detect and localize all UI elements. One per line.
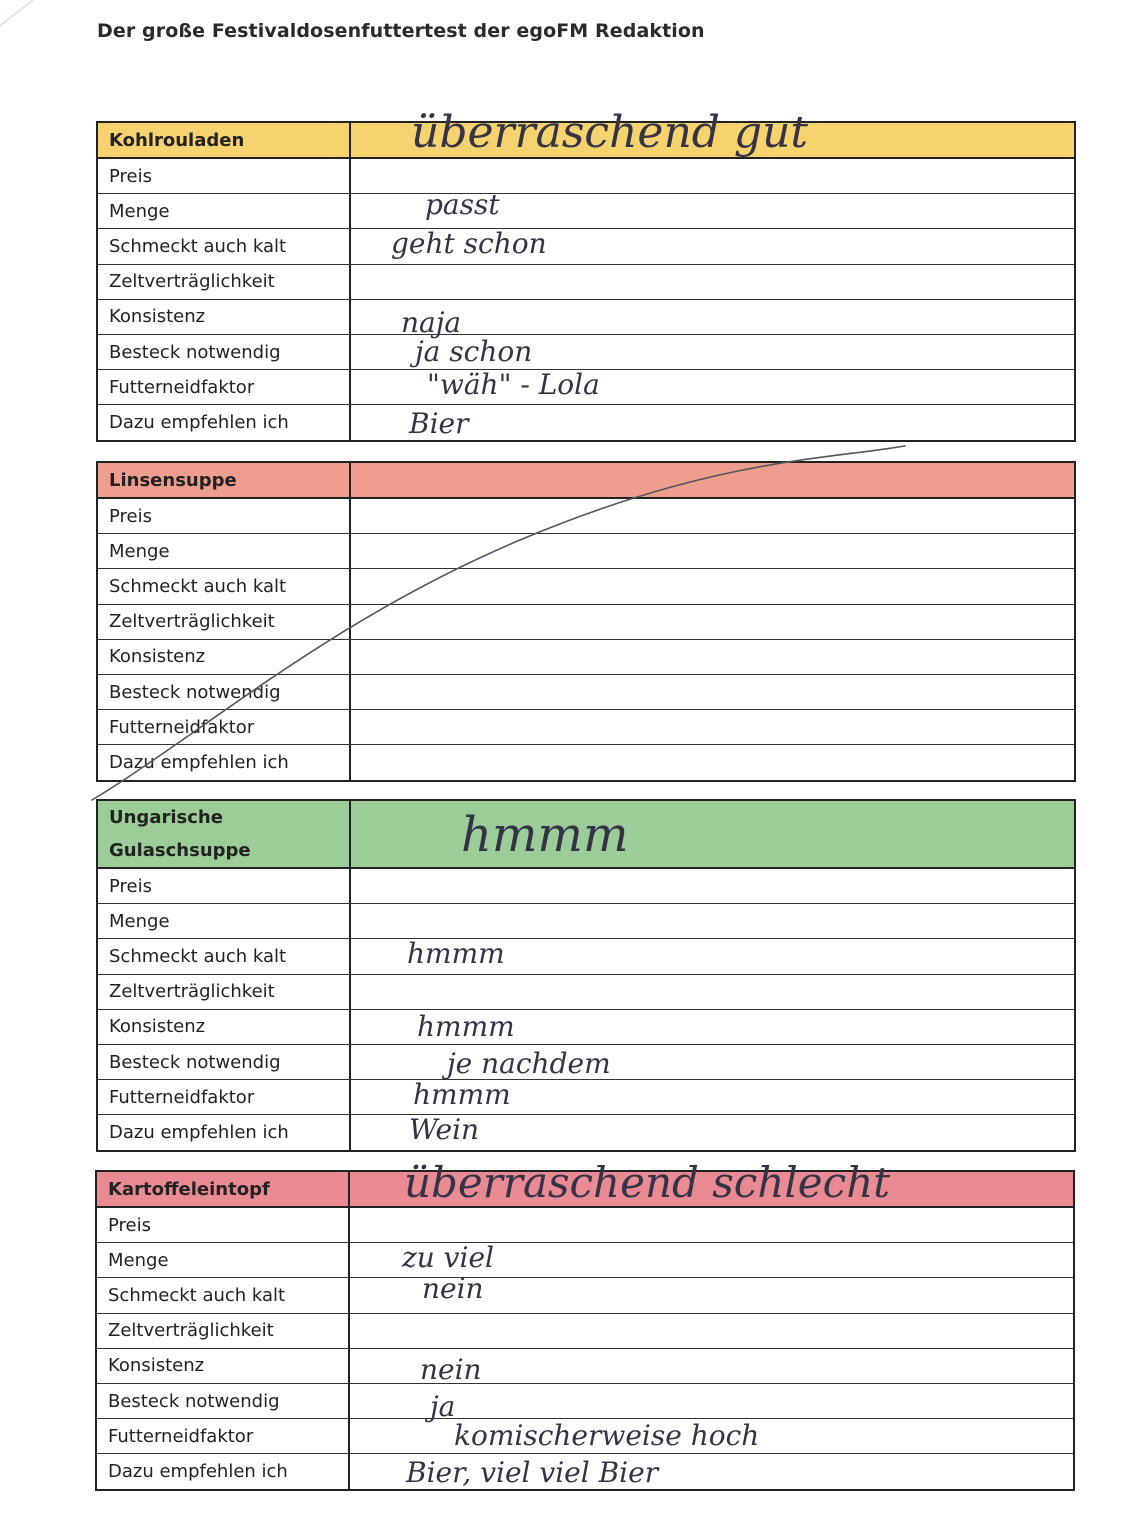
- row-label: Menge: [98, 904, 351, 938]
- row-value: [351, 188, 1074, 228]
- handwritten-value: hmmm: [407, 937, 505, 971]
- table-row: [98, 1010, 1074, 1045]
- row-label: Menge: [97, 1243, 350, 1277]
- row-value: [350, 1419, 1073, 1453]
- row-value: [350, 1349, 1073, 1386]
- row-value: [351, 1115, 1074, 1149]
- row-label: Schmeckt auch kalt: [98, 569, 351, 603]
- table-row: [97, 1349, 1073, 1384]
- table-header: [98, 801, 1074, 869]
- table-header: [98, 463, 1074, 499]
- handwritten-value: Bier: [409, 407, 469, 441]
- row-label: Futterneidfaktor: [98, 710, 351, 744]
- table-row: [98, 939, 1074, 974]
- row-value: [351, 405, 1074, 439]
- row-value: [350, 1384, 1073, 1423]
- row-label: Menge: [98, 194, 351, 228]
- table-row: [98, 710, 1074, 745]
- row-value: [350, 1272, 1073, 1312]
- table-row: [98, 975, 1074, 1010]
- handwritten-value: komischerweise hoch: [454, 1419, 760, 1453]
- row-label: Preis: [98, 159, 351, 193]
- row-label: Dazu empfehlen ich: [97, 1454, 350, 1488]
- row-label: Besteck notwendig: [98, 675, 351, 709]
- handwritten-value: hmmm: [413, 1078, 511, 1112]
- handwritten-value: hmmm: [417, 1009, 515, 1043]
- row-label: Preis: [97, 1208, 350, 1242]
- row-value: [350, 1314, 1073, 1348]
- handwritten-value: nein: [422, 1272, 484, 1306]
- table-row: [97, 1243, 1073, 1278]
- row-label: Konsistenz: [98, 640, 351, 674]
- handwritten-value: zu viel: [402, 1241, 494, 1275]
- handwritten-value: nein: [420, 1352, 482, 1386]
- row-value: [350, 1208, 1073, 1242]
- dish-verdict: [350, 1158, 1073, 1207]
- table-linsensuppe: [96, 461, 1076, 782]
- row-label: Schmeckt auch kalt: [97, 1278, 350, 1312]
- row-label: Besteck notwendig: [97, 1384, 350, 1418]
- row-value: [351, 605, 1074, 639]
- table-row: [97, 1454, 1073, 1488]
- table-row: [98, 605, 1074, 640]
- row-value: [351, 1080, 1074, 1114]
- dish-name: Kartoffeleintopf: [97, 1172, 350, 1206]
- table-row: [98, 569, 1074, 604]
- handwritten-verdict: hmmm: [461, 807, 629, 863]
- row-label: Zeltverträglichkeit: [98, 975, 351, 1009]
- table-row: [97, 1208, 1073, 1243]
- row-value: [351, 534, 1074, 568]
- dish-name-line: Gulaschsuppe: [109, 840, 251, 861]
- handwritten-value: Wein: [409, 1113, 480, 1147]
- table-row: [97, 1272, 1073, 1313]
- row-label: Futterneidfaktor: [98, 1080, 351, 1114]
- row-value: [351, 675, 1074, 709]
- row-label: Zeltverträglichkeit: [98, 265, 351, 299]
- row-label: Konsistenz: [97, 1349, 350, 1383]
- row-label: Dazu empfehlen ich: [98, 745, 351, 779]
- dish-verdict: [351, 107, 1074, 158]
- row-value: [351, 265, 1074, 299]
- table-row: [97, 1419, 1073, 1454]
- row-value: [351, 370, 1074, 404]
- table-row: [98, 265, 1074, 300]
- scan-corner-mark: [0, 0, 99, 42]
- row-label: Schmeckt auch kalt: [98, 229, 351, 263]
- row-label: Menge: [98, 534, 351, 568]
- handwritten-value: ja: [430, 1389, 456, 1423]
- row-value: [351, 1010, 1074, 1044]
- row-label: Konsistenz: [98, 1010, 351, 1044]
- row-value: [351, 569, 1074, 603]
- row-label: Zeltverträglichkeit: [97, 1314, 350, 1348]
- table-row: [98, 904, 1074, 939]
- row-value: [351, 1045, 1074, 1079]
- dish-name: Kohlrouladen: [98, 123, 351, 157]
- table-kartoffeleintopf: [95, 1158, 1075, 1491]
- dish-verdict: [351, 463, 1074, 497]
- row-value: [351, 904, 1074, 938]
- table-row: [98, 405, 1074, 439]
- table-kohlrouladen: [96, 107, 1076, 442]
- table-row: [98, 1080, 1074, 1115]
- table-row: [98, 745, 1074, 779]
- table-row: [97, 1384, 1073, 1423]
- handwritten-value: ja schon: [415, 334, 533, 368]
- row-value: [351, 229, 1074, 263]
- dish-name: [98, 801, 351, 867]
- table-row: [98, 675, 1074, 710]
- row-label: Dazu empfehlen ich: [98, 1115, 351, 1149]
- table-row: [98, 229, 1074, 264]
- dish-name: Linsensuppe: [98, 463, 351, 497]
- row-value: [351, 975, 1074, 1009]
- table-row: [98, 335, 1074, 370]
- row-label: Besteck notwendig: [98, 1045, 351, 1079]
- handwritten-value: "wäh" - Lola: [427, 368, 600, 402]
- table-row: [98, 869, 1074, 904]
- handwritten-verdict: überraschend gut: [411, 107, 809, 158]
- row-label: Konsistenz: [98, 300, 351, 334]
- row-label: Dazu empfehlen ich: [98, 405, 351, 439]
- table-row: [98, 188, 1074, 229]
- table-header: [98, 107, 1074, 159]
- page-title: Der große Festivaldosenfuttertest der egoFM Redaktion: [97, 20, 705, 42]
- row-value: [351, 869, 1074, 903]
- table-row: [98, 499, 1074, 534]
- row-label: Zeltverträglichkeit: [98, 605, 351, 639]
- table-header: [97, 1158, 1073, 1208]
- row-value: [351, 300, 1074, 339]
- handwritten-value: naja: [401, 305, 462, 339]
- handwritten-value: geht schon: [391, 227, 547, 261]
- row-label: Futterneidfaktor: [97, 1419, 350, 1453]
- handwritten-value: passt: [425, 188, 500, 222]
- table-row: [98, 1115, 1074, 1149]
- table-row: [98, 534, 1074, 569]
- table-row: [98, 640, 1074, 675]
- row-label: Preis: [98, 869, 351, 903]
- table-row: [98, 300, 1074, 339]
- row-label: Futterneidfaktor: [98, 370, 351, 404]
- handwritten-value: Bier, viel viel Bier: [406, 1456, 659, 1490]
- row-value: [351, 499, 1074, 533]
- table-ungarische-gulaschsuppe: [96, 799, 1076, 1152]
- row-value: [351, 939, 1074, 973]
- table-row: [97, 1314, 1073, 1349]
- table-row: [98, 159, 1074, 194]
- row-label: Schmeckt auch kalt: [98, 939, 351, 973]
- row-label: Preis: [98, 499, 351, 533]
- dish-verdict: [351, 801, 1074, 867]
- row-value: [350, 1454, 1073, 1488]
- row-value: [351, 745, 1074, 779]
- row-value: [351, 710, 1074, 744]
- table-row: [98, 370, 1074, 405]
- table-row: [98, 1045, 1074, 1080]
- row-value: [351, 640, 1074, 674]
- dish-name-line: Ungarische: [109, 807, 223, 828]
- handwritten-verdict: überraschend schlecht: [404, 1158, 891, 1207]
- row-label: Besteck notwendig: [98, 335, 351, 369]
- row-value: [351, 335, 1074, 369]
- handwritten-value: je nachdem: [447, 1046, 611, 1080]
